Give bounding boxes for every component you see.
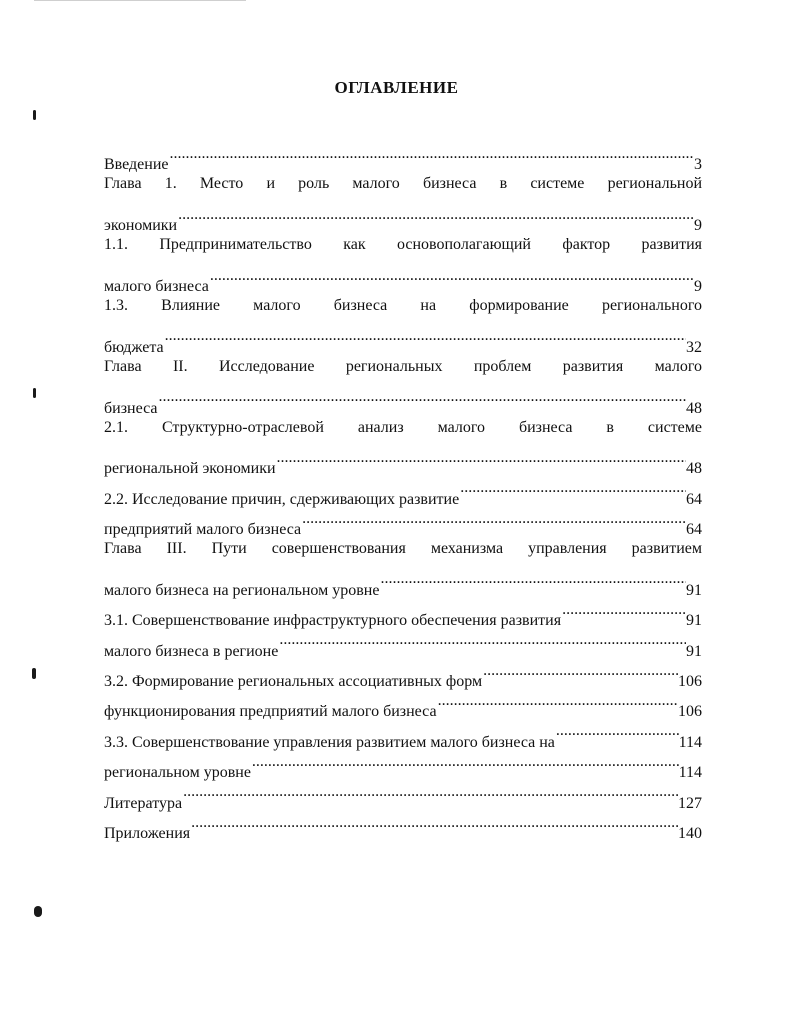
table-of-contents [104,139,702,842]
toc-entry-page: 9 [694,277,702,295]
toc-entry-text: малого бизнеса в регионе [104,642,279,660]
toc-entry-page: 48 [686,460,702,478]
toc-entry-text: бюджета [104,338,164,356]
toc-entry-introduction [104,139,702,174]
toc-entry-text: региональном уровне [104,764,251,782]
toc-entry-section-1-3-cont [104,321,702,356]
toc-entry-text: 2.1. Структурно-отраслевой анализ малого бизнеса в системе [104,418,702,436]
toc-leader-dots [379,564,686,594]
toc-leader-dots [169,139,695,169]
toc-entry-literature [104,777,702,812]
toc-entry-text: Глава 1. Место и роль малого бизнеса в системе региональной [104,175,702,193]
toc-entry-page: 91 [686,581,702,599]
toc-entry-page: 91 [686,612,702,630]
scan-speck [34,906,42,917]
toc-entry-text: региональной экономики [104,460,276,478]
toc-entry-text: предприятий малого бизнеса [104,521,302,539]
toc-entry-section-2-1 [104,413,702,443]
scan-speck [32,668,36,679]
toc-leader-dots [276,443,686,473]
toc-entry-chapter-2 [104,352,702,382]
toc-entry-section-1-3 [104,291,702,321]
toc-entry-text: малого бизнеса [104,277,209,295]
toc-leader-dots [157,382,686,412]
toc-entry-page: 106 [678,703,702,721]
toc-entry-text: 3.1. Совершенствование инфраструктурного обеспечения развития [104,612,562,630]
toc-leader-dots [177,200,694,230]
toc-entry-page: 127 [678,794,702,812]
toc-entry-text: Приложения [104,824,191,842]
toc-entry-text: малого бизнеса на региональном уровне [104,581,380,599]
toc-entry-text: 1.3. Влияние малого бизнеса на формирование регионального [104,296,702,314]
toc-entry-page: 114 [678,733,702,751]
toc-entry-page: 48 [686,399,702,417]
toc-leader-dots [561,595,686,625]
toc-entry-text: бизнеса [104,399,158,417]
toc-entry-chapter-2-cont [104,382,702,417]
toc-entry-chapter-1 [104,169,702,199]
toc-entry-appendices [104,808,702,842]
toc-leader-dots [182,777,678,807]
toc-entry-text: Литература [104,794,183,812]
toc-leader-dots [459,473,686,503]
toc-leader-dots [209,261,694,291]
toc-entry-section-1-1-cont [104,261,702,295]
toc-leader-dots [278,625,686,655]
toc-entry-page: 3 [694,156,702,174]
toc-leader-dots [482,656,678,686]
toc-entry-chapter-1-cont [104,200,702,235]
toc-entry-chapter-3 [104,534,702,564]
toc-entry-page: 64 [686,490,702,508]
scan-speck [33,388,36,398]
scan-speck [33,110,36,120]
toc-leader-dots [251,747,679,777]
toc-entry-text: 1.1. Предпринимательство как основополагающий фактор развития [104,236,702,254]
toc-entry-page: 9 [694,217,702,235]
toc-leader-dots [190,808,678,838]
toc-entry-text: 2.2. Исследование причин, сдерживающих развитие [104,490,460,508]
toc-leader-dots [437,686,678,716]
toc-entry-page: 140 [678,824,702,842]
toc-entry-page: 106 [678,673,702,691]
toc-leader-dots [555,716,679,746]
toc-entry-text: Глава III. Пути совершенствования механизма управления развитием [104,540,702,558]
toc-entry-text: 3.3. Совершенствование управления развитием малого бизнеса на [104,733,555,751]
toc-leader-dots [164,321,686,351]
toc-entry-text: Глава II. Исследование региональных проблем развития малого [104,357,702,375]
toc-entry-text: экономики [104,217,178,235]
toc-entry-page: 114 [678,764,702,782]
toc-entry-page: 91 [686,642,702,660]
toc-leader-dots [301,504,686,534]
toc-entry-text: 3.2. Формирование региональных ассоциативных форм [104,673,483,691]
toc-entry-chapter-3-cont [104,564,702,599]
page-title: ОГЛАВЛЕНИЕ [334,78,459,97]
toc-entry-text: Введение [104,156,169,174]
toc-entry-text: функционирования предприятий малого бизнеса [104,703,437,721]
scan-edge-line [34,0,246,1]
toc-entry-section-2-1-cont [104,443,702,478]
toc-entry-section-1-1 [104,230,702,260]
toc-entry-page: 32 [686,338,702,356]
toc-entry-page: 64 [686,521,702,539]
